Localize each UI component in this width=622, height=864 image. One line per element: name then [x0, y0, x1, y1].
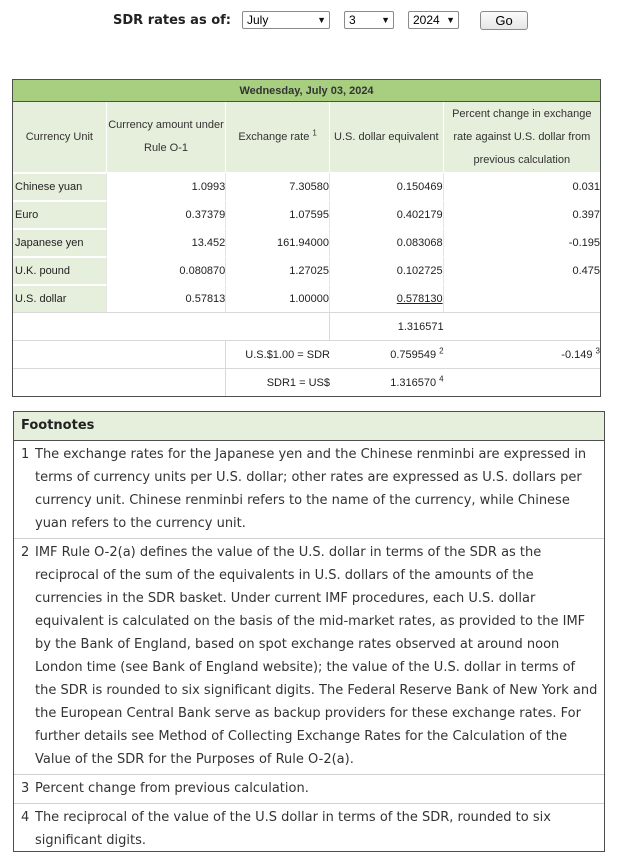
currency-amount: 0.080870: [107, 256, 227, 284]
footnote-item: [14, 804, 604, 855]
exchange-rate: 1.27025: [226, 256, 330, 284]
currency-amount: 13.452: [107, 228, 227, 256]
footnote-text: Percent change from previous calculation.: [35, 781, 309, 796]
table-row: [13, 256, 600, 284]
chevron-down-icon: ▼: [317, 15, 326, 25]
footnote-text: The exchange rates for the Japanese yen and the Chinese renminbi are expressed in terms of currency units per U.S. dollar; other rates are expressed as U.S. dollars per currency unit. Chinese renminbi refers to the name of the currency, while Chinese yuan refers to the currency unit.: [35, 447, 587, 531]
percent-change: 0.475: [444, 256, 600, 284]
currency-name: U.S. dollar: [13, 284, 107, 312]
footnote-item: [14, 441, 604, 539]
sdr-usd-label: SDR1 = US$: [226, 368, 330, 396]
usd-equivalent-sum: 1.316571: [330, 312, 444, 340]
table-date-heading: Wednesday, July 03, 2024: [13, 80, 600, 102]
date-selector-bar: [113, 9, 528, 31]
sdr-usd-value: 1.316570: [390, 376, 437, 389]
go-button[interactable]: Go: [480, 11, 528, 30]
sdr-usd-cell: [330, 368, 444, 396]
currency-amount: 1.0993: [107, 172, 227, 200]
currency-name: Chinese yuan: [13, 172, 107, 200]
footnote-text: IMF Rule O-2(a) defines the value of the U.S. dollar in terms of the SDR as the reciprocal of the sum of the equivalents in U.S. dollars of the amounts of the currencies in the SDR basket. Under current IMF procedures, each U.S. dollar equivalent is calculated on the basis of the mid-market rates, as provided to the IMF by the Bank of England, based on spot exchange rates observed at around noon London time (see Bank of England website); the value of the U.S. dollar in terms of the SDR is rounded to six significant digits. The Federal Reserve Bank of New York and the European Central Bank serve as backup providers for these exchange rates. For further details see Method of Collecting Exchange Rates for the Calculation of the Value of the SDR for the Purposes of Rule O-2(a).: [35, 545, 598, 767]
chevron-down-icon: ▼: [381, 15, 390, 25]
exchange-rate: 7.30580: [226, 172, 330, 200]
footnote-text: The reciprocal of the value of the U.S dollar in terms of the SDR, rounded to six significant digits.: [35, 810, 551, 848]
table-row: [13, 228, 600, 256]
header-usd-equivalent: U.S. dollar equivalent: [330, 102, 444, 172]
month-select[interactable]: [242, 11, 330, 29]
year-select[interactable]: [408, 11, 459, 29]
usd-equivalent: 0.102725: [330, 256, 444, 284]
usd-sdr-label: U.S.$1.00 = SDR: [226, 340, 330, 368]
usd-sdr-percent-change: -0.149: [561, 348, 593, 361]
day-select-value: 3: [349, 13, 356, 27]
currency-name: U.K. pound: [13, 256, 107, 284]
sum-row: [13, 312, 600, 340]
usd-sdr-value: 0.759549: [390, 348, 437, 361]
usd-sdr-row: [13, 340, 600, 368]
usd-sdr-pct-cell: [444, 340, 600, 368]
currency-amount: 0.57813: [107, 284, 227, 312]
sdr-usd-row: [13, 368, 600, 396]
percent-change: -0.195: [444, 228, 600, 256]
footnote-ref-3[interactable]: 3: [595, 345, 600, 355]
usd-sdr-cell: [330, 340, 444, 368]
footnote-number: 4: [21, 810, 30, 825]
footnote-ref-4[interactable]: 4: [439, 373, 444, 383]
header-exchange-rate-label: Exchange rate: [238, 130, 310, 143]
percent-change: 0.397: [444, 200, 600, 228]
table-row: [13, 284, 600, 312]
usd-equivalent: 0.150469: [330, 172, 444, 200]
footnote-item: [14, 539, 604, 775]
year-select-value: 2024: [413, 13, 440, 27]
footnote-ref-2[interactable]: 2: [439, 345, 444, 355]
day-select[interactable]: [344, 11, 394, 29]
usd-equivalent: 0.578130: [330, 284, 444, 312]
footnote-item: [14, 775, 604, 804]
table-row: [13, 172, 600, 200]
table-row: [13, 200, 600, 228]
header-currency-amount: Currency amount under Rule O-1: [107, 102, 227, 172]
header-currency-unit: Currency Unit: [13, 102, 107, 172]
currency-name: Japanese yen: [13, 228, 107, 256]
footnotes-panel: [13, 411, 605, 852]
header-exchange-rate: [226, 102, 330, 172]
footnotes-heading: Footnotes: [14, 412, 604, 441]
footnote-number: 1: [21, 447, 30, 462]
sdr-rates-table: [12, 79, 601, 397]
usd-equivalent: 0.083068: [330, 228, 444, 256]
exchange-rate: 1.00000: [226, 284, 330, 312]
percent-change: 0.031: [444, 172, 600, 200]
footnote-number: 2: [21, 545, 30, 560]
currency-name: Euro: [13, 200, 107, 228]
footnote-number: 3: [21, 781, 30, 796]
chevron-down-icon: ▼: [446, 15, 455, 25]
usd-equivalent: 0.402179: [330, 200, 444, 228]
month-select-value: July: [247, 13, 269, 27]
header-percent-change: Percent change in exchange rate against U.S. dollar from previous calculation: [444, 102, 600, 172]
exchange-rate: 1.07595: [226, 200, 330, 228]
exchange-rate: 161.94000: [226, 228, 330, 256]
footnote-ref-1[interactable]: 1: [312, 127, 317, 137]
percent-change: [444, 284, 600, 312]
sdr-rates-as-of-label: SDR rates as of:: [113, 12, 231, 28]
currency-amount: 0.37379: [107, 200, 227, 228]
